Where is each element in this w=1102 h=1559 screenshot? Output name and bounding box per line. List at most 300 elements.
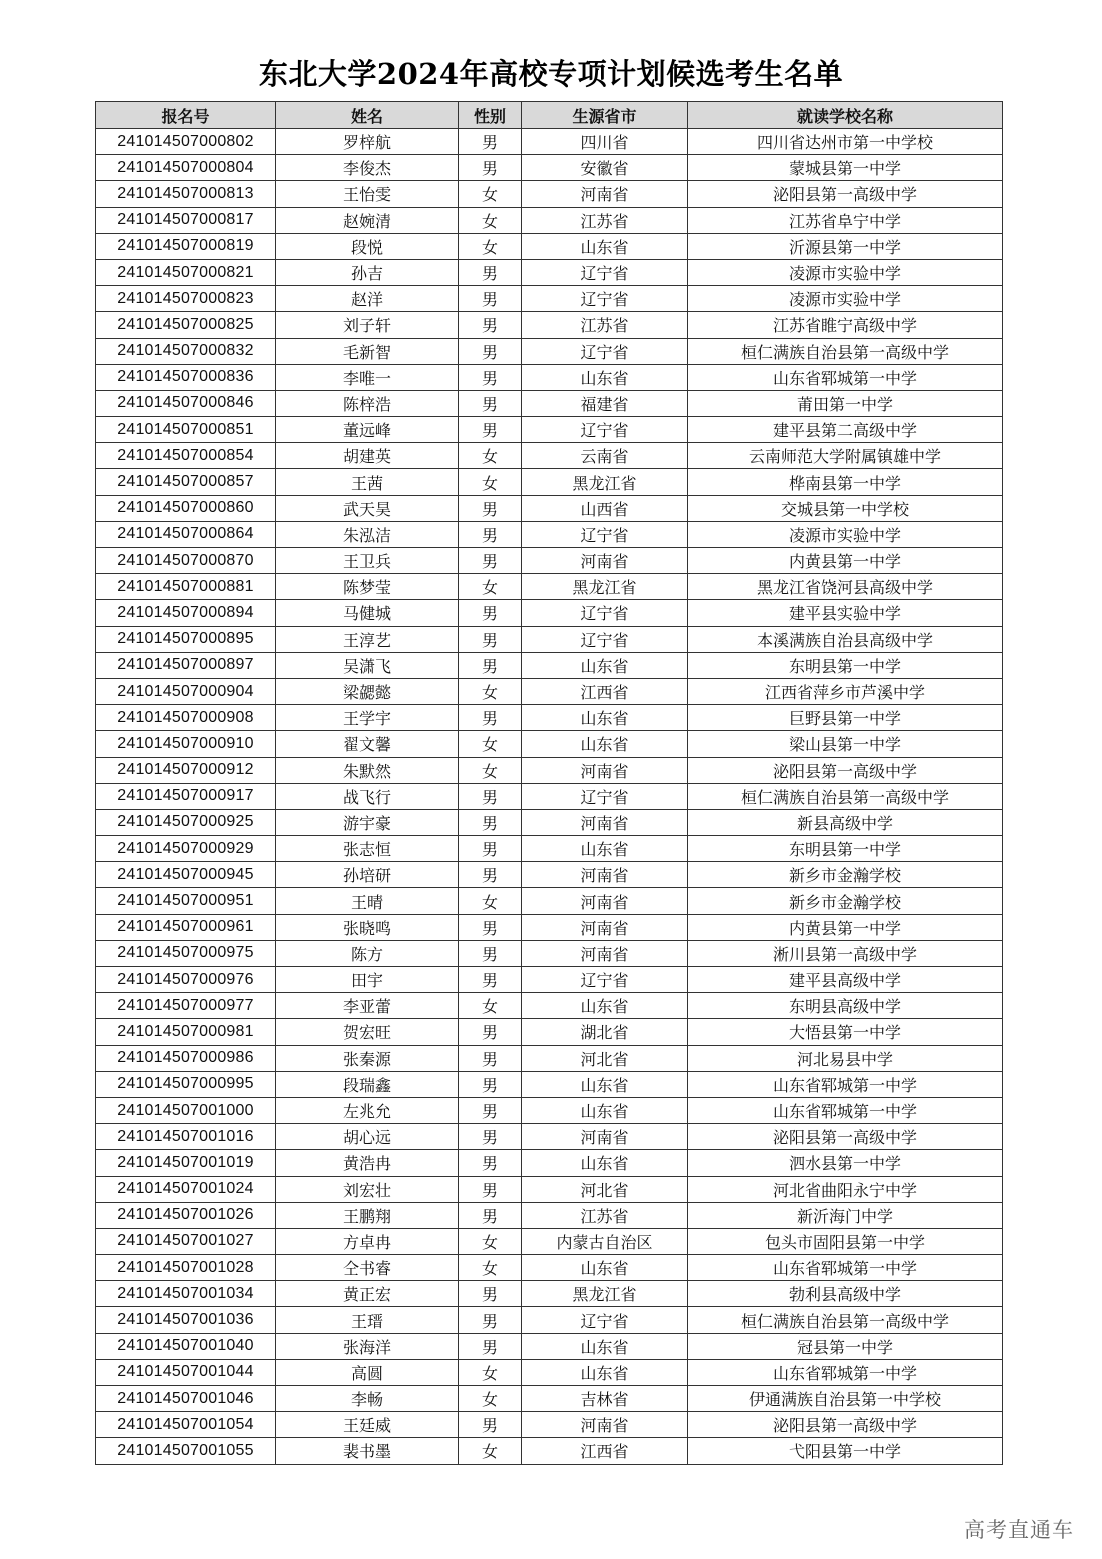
school-cell: 四川省达州市第一中学校: [688, 129, 1003, 155]
registration-number-cell: 241014507000804: [96, 155, 276, 181]
table-row: [96, 914, 1003, 940]
province-cell: 河南省: [522, 1124, 688, 1150]
registration-number-cell: 241014507000823: [96, 286, 276, 312]
name-cell: 战飞行: [276, 783, 459, 809]
school-cell: 包头市固阳县第一中学: [688, 1228, 1003, 1254]
school-cell: 莆田第一中学: [688, 390, 1003, 416]
gender-cell: 男: [459, 1333, 522, 1359]
table-row: [96, 364, 1003, 390]
name-cell: 张晓鸣: [276, 914, 459, 940]
name-cell: 田宇: [276, 967, 459, 993]
gender-cell: 女: [459, 993, 522, 1019]
province-cell: 山东省: [522, 233, 688, 259]
school-cell: 伊通满族自治县第一中学校: [688, 1386, 1003, 1412]
registration-number-cell: 241014507000832: [96, 338, 276, 364]
gender-cell: 女: [459, 469, 522, 495]
table-row: [96, 181, 1003, 207]
province-cell: 河北省: [522, 1045, 688, 1071]
school-cell: 东明县第一中学: [688, 836, 1003, 862]
province-cell: 辽宁省: [522, 967, 688, 993]
school-cell: 淅川县第一高级中学: [688, 940, 1003, 966]
registration-number-cell: 241014507000851: [96, 417, 276, 443]
registration-number-cell: 241014507001019: [96, 1150, 276, 1176]
table-row: [96, 862, 1003, 888]
gender-cell: 女: [459, 1438, 522, 1464]
table-row: [96, 940, 1003, 966]
name-cell: 王茜: [276, 469, 459, 495]
gender-cell: 男: [459, 1150, 522, 1176]
table-row: [96, 1281, 1003, 1307]
table-row: [96, 1045, 1003, 1071]
table-row: [96, 521, 1003, 547]
table-row: [96, 469, 1003, 495]
school-cell: 东明县第一中学: [688, 652, 1003, 678]
province-cell: 辽宁省: [522, 626, 688, 652]
table-row: [96, 809, 1003, 835]
name-cell: 梁勰懿: [276, 678, 459, 704]
column-header-province: 生源省市: [522, 102, 688, 129]
registration-number-cell: 241014507000854: [96, 443, 276, 469]
school-cell: 交城县第一中学校: [688, 495, 1003, 521]
gender-cell: 男: [459, 338, 522, 364]
school-cell: 泗水县第一中学: [688, 1150, 1003, 1176]
name-cell: 张海洋: [276, 1333, 459, 1359]
registration-number-cell: 241014507000912: [96, 757, 276, 783]
gender-cell: 男: [459, 1019, 522, 1045]
gender-cell: 女: [459, 678, 522, 704]
name-cell: 王鹏翔: [276, 1202, 459, 1228]
school-cell: 梁山县第一中学: [688, 731, 1003, 757]
name-cell: 王卫兵: [276, 548, 459, 574]
gender-cell: 男: [459, 1307, 522, 1333]
candidate-table: [95, 101, 1003, 1465]
name-cell: 方卓冉: [276, 1228, 459, 1254]
province-cell: 山东省: [522, 364, 688, 390]
school-cell: 建平县第二高级中学: [688, 417, 1003, 443]
school-cell: 泌阳县第一高级中学: [688, 1412, 1003, 1438]
gender-cell: 男: [459, 495, 522, 521]
province-cell: 山东省: [522, 993, 688, 1019]
registration-number-cell: 241014507001034: [96, 1281, 276, 1307]
gender-cell: 男: [459, 914, 522, 940]
table-row: [96, 836, 1003, 862]
table-row: [96, 993, 1003, 1019]
gender-cell: 女: [459, 731, 522, 757]
gender-cell: 男: [459, 809, 522, 835]
gender-cell: 男: [459, 1071, 522, 1097]
table-row: [96, 1176, 1003, 1202]
school-cell: 桓仁满族自治县第一高级中学: [688, 1307, 1003, 1333]
gender-cell: 男: [459, 940, 522, 966]
gender-cell: 男: [459, 1281, 522, 1307]
province-cell: 山东省: [522, 1255, 688, 1281]
column-header-gender: 性别: [459, 102, 522, 129]
table-row: [96, 731, 1003, 757]
table-row: [96, 1150, 1003, 1176]
gender-cell: 男: [459, 286, 522, 312]
name-cell: 陈梓浩: [276, 390, 459, 416]
table-row: [96, 390, 1003, 416]
gender-cell: 女: [459, 443, 522, 469]
gender-cell: 男: [459, 1124, 522, 1150]
name-cell: 李亚蕾: [276, 993, 459, 1019]
registration-number-cell: 241014507001055: [96, 1438, 276, 1464]
school-cell: 巨野县第一中学: [688, 705, 1003, 731]
province-cell: 湖北省: [522, 1019, 688, 1045]
registration-number-cell: 241014507000897: [96, 652, 276, 678]
registration-number-cell: 241014507000813: [96, 181, 276, 207]
name-cell: 朱泓洁: [276, 521, 459, 547]
school-cell: 弋阳县第一中学: [688, 1438, 1003, 1464]
gender-cell: 女: [459, 574, 522, 600]
table-row: [96, 443, 1003, 469]
name-cell: 张秦源: [276, 1045, 459, 1071]
table-row: [96, 1202, 1003, 1228]
page-title: 东北大学2024年高校专项计划候选考生名单: [258, 57, 844, 91]
registration-number-cell: 241014507000895: [96, 626, 276, 652]
table-row: [96, 1097, 1003, 1123]
registration-number-cell: 241014507000846: [96, 390, 276, 416]
gender-cell: 男: [459, 967, 522, 993]
registration-number-cell: 241014507000836: [96, 364, 276, 390]
table-row: [96, 495, 1003, 521]
province-cell: 山东省: [522, 1359, 688, 1385]
name-cell: 李畅: [276, 1386, 459, 1412]
province-cell: 山西省: [522, 495, 688, 521]
province-cell: 河南省: [522, 940, 688, 966]
name-cell: 刘宏壮: [276, 1176, 459, 1202]
gender-cell: 男: [459, 1097, 522, 1123]
name-cell: 王廷威: [276, 1412, 459, 1438]
gender-cell: 男: [459, 1176, 522, 1202]
table-row: [96, 626, 1003, 652]
school-cell: 内黄县第一中学: [688, 914, 1003, 940]
province-cell: 山东省: [522, 1150, 688, 1176]
province-cell: 内蒙古自治区: [522, 1228, 688, 1254]
province-cell: 河北省: [522, 1176, 688, 1202]
school-cell: 东明县高级中学: [688, 993, 1003, 1019]
registration-number-cell: 241014507000975: [96, 940, 276, 966]
province-cell: 辽宁省: [522, 417, 688, 443]
name-cell: 王晴: [276, 888, 459, 914]
gender-cell: 男: [459, 259, 522, 285]
province-cell: 江西省: [522, 678, 688, 704]
school-cell: 桓仁满族自治县第一高级中学: [688, 783, 1003, 809]
table-row: [96, 1359, 1003, 1385]
table-row: [96, 652, 1003, 678]
gender-cell: 女: [459, 1228, 522, 1254]
registration-number-cell: 241014507001016: [96, 1124, 276, 1150]
province-cell: 辽宁省: [522, 521, 688, 547]
school-cell: 泌阳县第一高级中学: [688, 1124, 1003, 1150]
gender-cell: 男: [459, 548, 522, 574]
table-row: [96, 1412, 1003, 1438]
registration-number-cell: 241014507001036: [96, 1307, 276, 1333]
school-cell: 内黄县第一中学: [688, 548, 1003, 574]
name-cell: 董远峰: [276, 417, 459, 443]
table-row: [96, 1307, 1003, 1333]
province-cell: 辽宁省: [522, 783, 688, 809]
school-cell: 蒙城县第一中学: [688, 155, 1003, 181]
province-cell: 河南省: [522, 888, 688, 914]
school-cell: 沂源县第一中学: [688, 233, 1003, 259]
registration-number-cell: 241014507000817: [96, 207, 276, 233]
table-row: [96, 155, 1003, 181]
name-cell: 武天昊: [276, 495, 459, 521]
registration-number-cell: 241014507000910: [96, 731, 276, 757]
table-row: [96, 259, 1003, 285]
gender-cell: 女: [459, 1386, 522, 1412]
registration-number-cell: 241014507000981: [96, 1019, 276, 1045]
name-cell: 胡建英: [276, 443, 459, 469]
name-cell: 王怡雯: [276, 181, 459, 207]
province-cell: 河南省: [522, 914, 688, 940]
table-row: [96, 888, 1003, 914]
province-cell: 山东省: [522, 705, 688, 731]
name-cell: 吴潇飞: [276, 652, 459, 678]
school-cell: 新沂海门中学: [688, 1202, 1003, 1228]
name-cell: 段瑞鑫: [276, 1071, 459, 1097]
name-cell: 朱默然: [276, 757, 459, 783]
name-cell: 陈方: [276, 940, 459, 966]
name-cell: 赵婉清: [276, 207, 459, 233]
school-cell: 山东省郓城第一中学: [688, 1255, 1003, 1281]
registration-number-cell: 241014507001028: [96, 1255, 276, 1281]
registration-number-cell: 241014507000870: [96, 548, 276, 574]
table-row: [96, 1124, 1003, 1150]
gender-cell: 男: [459, 417, 522, 443]
province-cell: 吉林省: [522, 1386, 688, 1412]
province-cell: 黑龙江省: [522, 469, 688, 495]
school-cell: 河北省曲阳永宁中学: [688, 1176, 1003, 1202]
name-cell: 翟文馨: [276, 731, 459, 757]
gender-cell: 女: [459, 207, 522, 233]
name-cell: 游宇豪: [276, 809, 459, 835]
table-row: [96, 757, 1003, 783]
name-cell: 王瑨: [276, 1307, 459, 1333]
watermark-text: 高考直通车: [964, 1518, 1074, 1542]
registration-number-cell: 241014507001027: [96, 1228, 276, 1254]
registration-number-cell: 241014507000929: [96, 836, 276, 862]
registration-number-cell: 241014507000881: [96, 574, 276, 600]
table-row: [96, 233, 1003, 259]
registration-number-cell: 241014507000945: [96, 862, 276, 888]
province-cell: 福建省: [522, 390, 688, 416]
registration-number-cell: 241014507000864: [96, 521, 276, 547]
province-cell: 江西省: [522, 1438, 688, 1464]
province-cell: 河南省: [522, 548, 688, 574]
school-cell: 建平县实验中学: [688, 600, 1003, 626]
school-cell: 桦南县第一中学: [688, 469, 1003, 495]
province-cell: 安徽省: [522, 155, 688, 181]
name-cell: 王淳艺: [276, 626, 459, 652]
gender-cell: 男: [459, 129, 522, 155]
school-cell: 凌源市实验中学: [688, 259, 1003, 285]
table-body: [96, 129, 1003, 1465]
name-cell: 陈梦莹: [276, 574, 459, 600]
school-cell: 山东省郓城第一中学: [688, 1071, 1003, 1097]
registration-number-cell: 241014507000986: [96, 1045, 276, 1071]
registration-number-cell: 241014507001044: [96, 1359, 276, 1385]
gender-cell: 男: [459, 521, 522, 547]
province-cell: 河南省: [522, 757, 688, 783]
registration-number-cell: 241014507000802: [96, 129, 276, 155]
registration-number-cell: 241014507000894: [96, 600, 276, 626]
table-row: [96, 338, 1003, 364]
registration-number-cell: 241014507000821: [96, 259, 276, 285]
province-cell: 山东省: [522, 1097, 688, 1123]
province-cell: 江苏省: [522, 207, 688, 233]
school-cell: 山东省郓城第一中学: [688, 364, 1003, 390]
gender-cell: 女: [459, 181, 522, 207]
registration-number-cell: 241014507001024: [96, 1176, 276, 1202]
province-cell: 河南省: [522, 181, 688, 207]
school-cell: 勃利县高级中学: [688, 1281, 1003, 1307]
registration-number-cell: 241014507000908: [96, 705, 276, 731]
gender-cell: 男: [459, 836, 522, 862]
name-cell: 段悦: [276, 233, 459, 259]
name-cell: 李唯一: [276, 364, 459, 390]
registration-number-cell: 241014507000904: [96, 678, 276, 704]
table-header-row: [96, 102, 1003, 129]
school-cell: 云南师范大学附属镇雄中学: [688, 443, 1003, 469]
school-cell: 新乡市金瀚学校: [688, 888, 1003, 914]
table-row: [96, 1333, 1003, 1359]
province-cell: 黑龙江省: [522, 1281, 688, 1307]
table-row: [96, 574, 1003, 600]
province-cell: 辽宁省: [522, 600, 688, 626]
gender-cell: 女: [459, 888, 522, 914]
name-cell: 黄浩冉: [276, 1150, 459, 1176]
province-cell: 辽宁省: [522, 259, 688, 285]
school-cell: 江苏省阜宁中学: [688, 207, 1003, 233]
gender-cell: 男: [459, 783, 522, 809]
gender-cell: 男: [459, 626, 522, 652]
school-cell: 大悟县第一中学: [688, 1019, 1003, 1045]
table-row: [96, 967, 1003, 993]
registration-number-cell: 241014507000860: [96, 495, 276, 521]
province-cell: 河南省: [522, 1412, 688, 1438]
school-cell: 江苏省睢宁高级中学: [688, 312, 1003, 338]
name-cell: 黄正宏: [276, 1281, 459, 1307]
gender-cell: 男: [459, 862, 522, 888]
province-cell: 山东省: [522, 652, 688, 678]
province-cell: 辽宁省: [522, 1307, 688, 1333]
registration-number-cell: 241014507000951: [96, 888, 276, 914]
name-cell: 孙培研: [276, 862, 459, 888]
registration-number-cell: 241014507000961: [96, 914, 276, 940]
name-cell: 罗梓航: [276, 129, 459, 155]
registration-number-cell: 241014507001000: [96, 1097, 276, 1123]
column-header-school: 就读学校名称: [688, 102, 1003, 129]
registration-number-cell: 241014507000857: [96, 469, 276, 495]
table-row: [96, 548, 1003, 574]
province-cell: 云南省: [522, 443, 688, 469]
table-row: [96, 1386, 1003, 1412]
gender-cell: 男: [459, 1045, 522, 1071]
school-cell: 河北易县中学: [688, 1045, 1003, 1071]
school-cell: 山东省郓城第一中学: [688, 1097, 1003, 1123]
table-row: [96, 312, 1003, 338]
province-cell: 河南省: [522, 809, 688, 835]
school-cell: 黑龙江省饶河县高级中学: [688, 574, 1003, 600]
school-cell: 泌阳县第一高级中学: [688, 181, 1003, 207]
name-cell: 贺宏旺: [276, 1019, 459, 1045]
name-cell: 赵洋: [276, 286, 459, 312]
gender-cell: 女: [459, 757, 522, 783]
school-cell: 山东省郓城第一中学: [688, 1359, 1003, 1385]
school-cell: 江西省萍乡市芦溪中学: [688, 678, 1003, 704]
gender-cell: 女: [459, 1359, 522, 1385]
school-cell: 新乡市金瀚学校: [688, 862, 1003, 888]
province-cell: 江苏省: [522, 1202, 688, 1228]
table-row: [96, 417, 1003, 443]
column-header-name: 姓名: [276, 102, 459, 129]
table-row: [96, 1438, 1003, 1464]
gender-cell: 男: [459, 155, 522, 181]
registration-number-cell: 241014507000819: [96, 233, 276, 259]
gender-cell: 男: [459, 1412, 522, 1438]
province-cell: 山东省: [522, 836, 688, 862]
gender-cell: 男: [459, 312, 522, 338]
name-cell: 裴书墨: [276, 1438, 459, 1464]
school-cell: 凌源市实验中学: [688, 521, 1003, 547]
name-cell: 胡心远: [276, 1124, 459, 1150]
province-cell: 山东省: [522, 1071, 688, 1097]
gender-cell: 女: [459, 233, 522, 259]
table-row: [96, 705, 1003, 731]
table-row: [96, 1071, 1003, 1097]
table-row: [96, 207, 1003, 233]
province-cell: 山东省: [522, 1333, 688, 1359]
gender-cell: 女: [459, 1255, 522, 1281]
province-cell: 河南省: [522, 862, 688, 888]
school-cell: 桓仁满族自治县第一高级中学: [688, 338, 1003, 364]
table-row: [96, 678, 1003, 704]
province-cell: 黑龙江省: [522, 574, 688, 600]
name-cell: 张志恒: [276, 836, 459, 862]
table-row: [96, 129, 1003, 155]
province-cell: 江苏省: [522, 312, 688, 338]
province-cell: 山东省: [522, 731, 688, 757]
gender-cell: 男: [459, 652, 522, 678]
registration-number-cell: 241014507001046: [96, 1386, 276, 1412]
registration-number-cell: 241014507000917: [96, 783, 276, 809]
registration-number-cell: 241014507001054: [96, 1412, 276, 1438]
gender-cell: 男: [459, 600, 522, 626]
name-cell: 李俊杰: [276, 155, 459, 181]
registration-number-cell: 241014507000925: [96, 809, 276, 835]
name-cell: 刘子轩: [276, 312, 459, 338]
table-row: [96, 783, 1003, 809]
registration-number-cell: 241014507000995: [96, 1071, 276, 1097]
name-cell: 王学宇: [276, 705, 459, 731]
registration-number-cell: 241014507000977: [96, 993, 276, 1019]
table-row: [96, 1255, 1003, 1281]
province-cell: 辽宁省: [522, 338, 688, 364]
gender-cell: 男: [459, 364, 522, 390]
registration-number-cell: 241014507001026: [96, 1202, 276, 1228]
registration-number-cell: 241014507000825: [96, 312, 276, 338]
table-row: [96, 1019, 1003, 1045]
province-cell: 四川省: [522, 129, 688, 155]
gender-cell: 男: [459, 1202, 522, 1228]
school-cell: 本溪满族自治县高级中学: [688, 626, 1003, 652]
registration-number-cell: 241014507000976: [96, 967, 276, 993]
school-cell: 新县高级中学: [688, 809, 1003, 835]
gender-cell: 男: [459, 705, 522, 731]
school-cell: 泌阳县第一高级中学: [688, 757, 1003, 783]
